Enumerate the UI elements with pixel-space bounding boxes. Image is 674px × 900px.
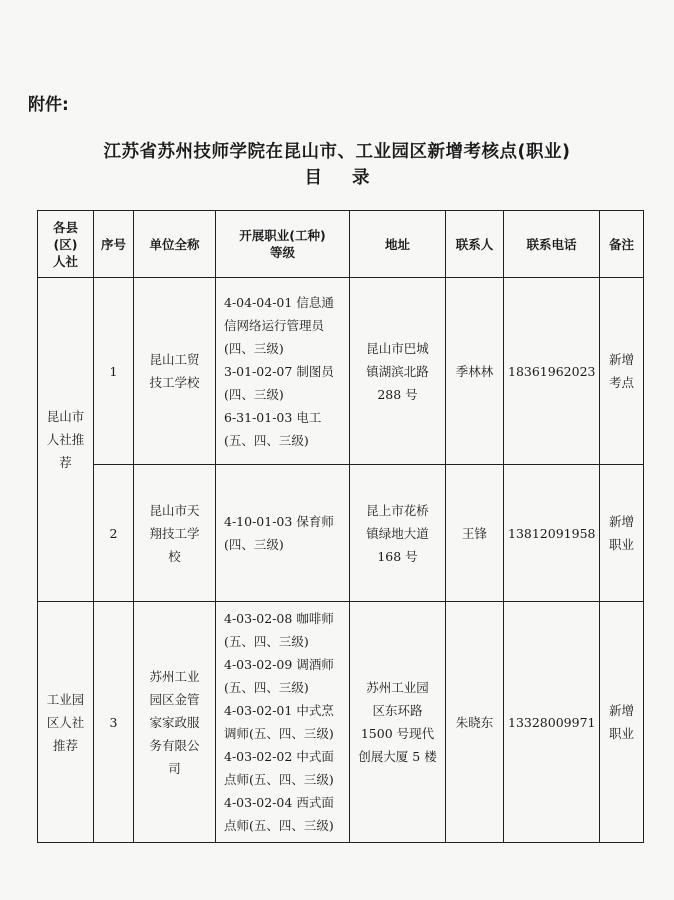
phone-cell: 18361962023 — [504, 278, 600, 465]
index-cell: 3 — [94, 602, 134, 843]
header-note: 备注 — [600, 211, 644, 278]
header-phone: 联系电话 — [504, 211, 600, 278]
exam-site-table — [37, 210, 644, 843]
attachment-label: 附件: — [28, 95, 69, 115]
note-cell: 新增 考点 — [600, 278, 644, 465]
table-row — [38, 278, 644, 465]
contact-cell: 朱晓东 — [446, 602, 504, 843]
occupation-cell: 4-03-02-08 咖啡师 (五、四、三级) 4-03-02-09 调酒师 (五、四、三级) 4-03-02-01 中式烹 调师(五、四、三级) 4-03-02-02 中式面 点师(五、四、三级) 4-03-02-04 西式面 点师(五、四、三级) — [216, 602, 350, 843]
contact-cell: 王锋 — [446, 465, 504, 602]
index-cell: 1 — [94, 278, 134, 465]
index-cell: 2 — [94, 465, 134, 602]
table-header-row — [38, 211, 644, 278]
document-title: 江苏省苏州技师学院在昆山市、工业园区新增考核点(职业) — [103, 142, 571, 162]
header-address: 地址 — [350, 211, 446, 278]
contact-cell: 季林林 — [446, 278, 504, 465]
address-cell: 昆上市花桥 镇绿地大道 168 号 — [350, 465, 446, 602]
note-cell: 新增 职业 — [600, 602, 644, 843]
header-occupation: 开展职业(工种) 等级 — [216, 211, 350, 278]
address-cell: 昆山市巴城 镇湖滨北路 288 号 — [350, 278, 446, 465]
table-row — [38, 602, 644, 843]
region-cell: 昆山市 人社推 荐 — [38, 278, 94, 602]
unit-cell: 苏州工业 园区金管 家家政服 务有限公 司 — [134, 602, 216, 843]
document-subtitle: 目 录 — [304, 168, 370, 188]
unit-cell: 昆山市天 翔技工学 校 — [134, 465, 216, 602]
occupation-cell: 4-04-04-01 信息通 信网络运行管理员 (四、三级) 3-01-02-07 制图员 (四、三级) 6-31-01-03 电工 (五、四、三级) — [216, 278, 350, 465]
header-index: 序号 — [94, 211, 134, 278]
note-cell: 新增 职业 — [600, 465, 644, 602]
header-region: 各县 (区) 人社 — [38, 211, 94, 278]
unit-cell: 昆山工贸 技工学校 — [134, 278, 216, 465]
phone-cell: 13812091958 — [504, 465, 600, 602]
header-unit: 单位全称 — [134, 211, 216, 278]
table-row — [38, 465, 644, 602]
header-contact: 联系人 — [446, 211, 504, 278]
address-cell: 苏州工业园 区东环路 1500 号现代 创展大厦 5 楼 — [350, 602, 446, 843]
region-cell: 工业园 区人社 推荐 — [38, 602, 94, 843]
occupation-cell: 4-10-01-03 保育师 (四、三级) — [216, 465, 350, 602]
phone-cell: 13328009971 — [504, 602, 600, 843]
